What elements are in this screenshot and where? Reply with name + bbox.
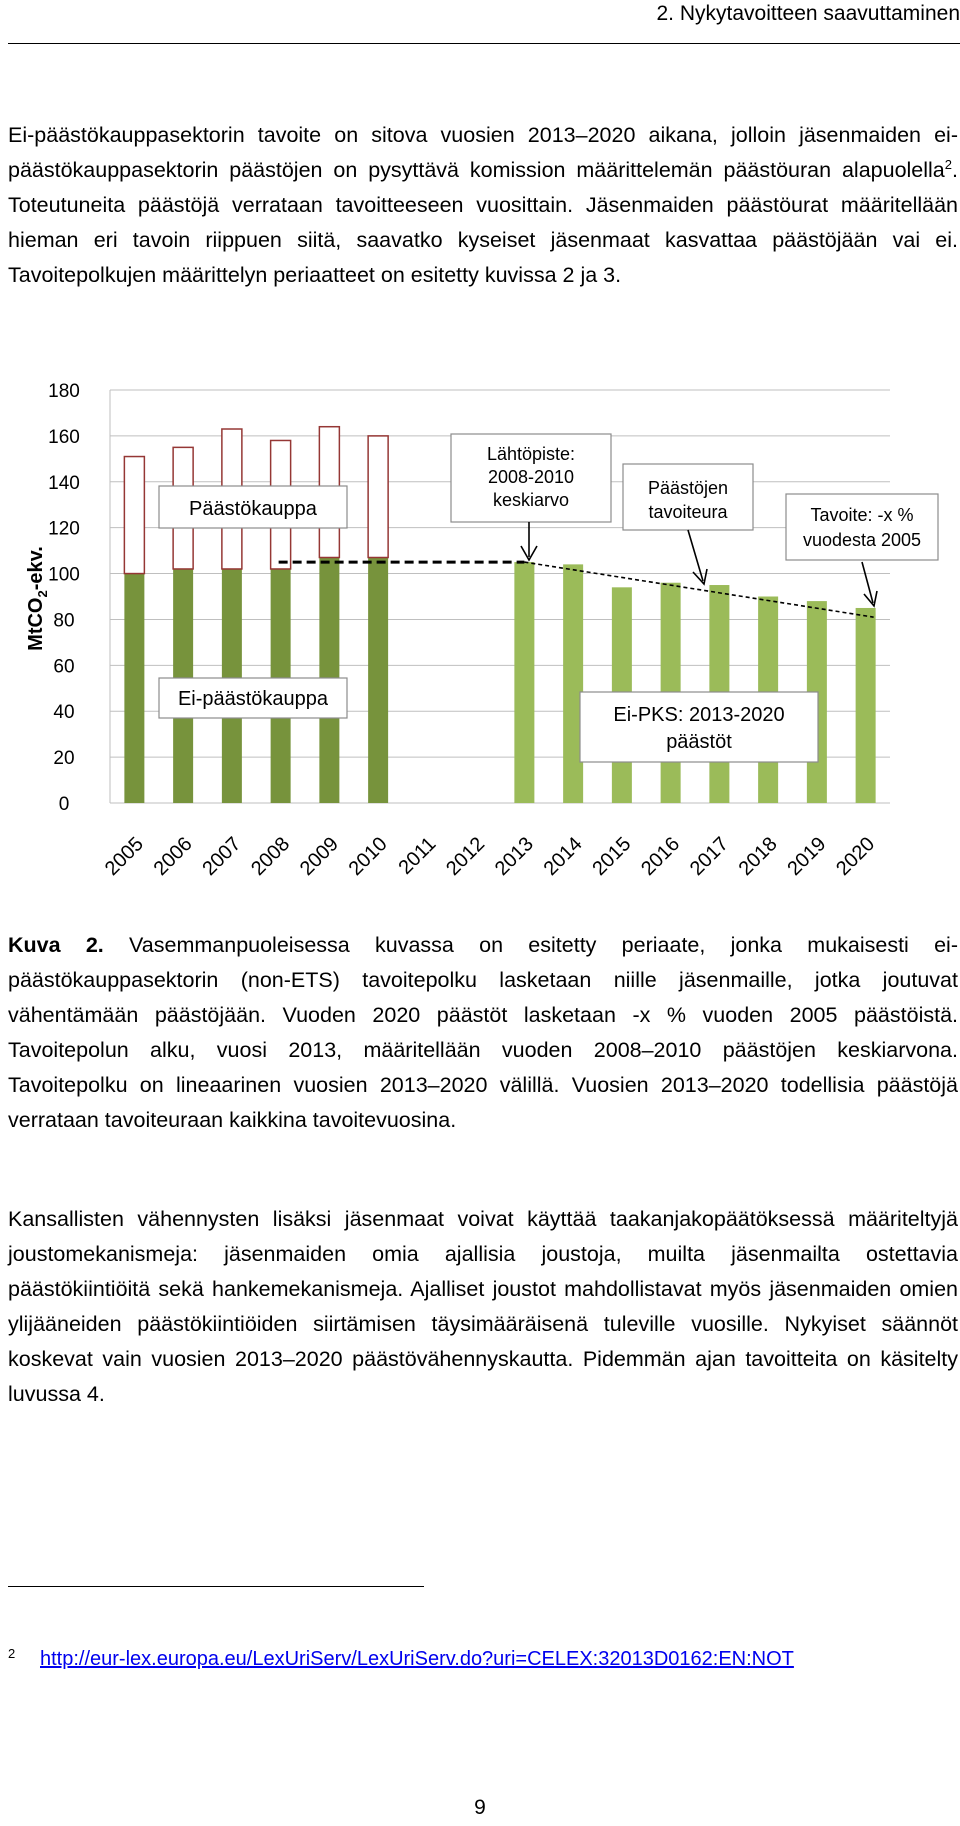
x-tick-label: 2007 bbox=[198, 832, 246, 881]
y-tick-label: 100 bbox=[48, 564, 80, 586]
y-tick-label: 140 bbox=[48, 472, 80, 494]
x-tick-label: 2016 bbox=[637, 832, 685, 881]
y-axis-label bbox=[25, 546, 50, 651]
annotation-eipks-2: päästöt bbox=[666, 731, 732, 753]
annotation-lahtopiste-2: 2008-2010 bbox=[487, 467, 575, 487]
y-tick-label: 0 bbox=[58, 794, 70, 815]
header-title: 2. Nykytavoitteen saavuttaminen bbox=[656, 2, 960, 25]
annotation-eipks-1: Ei-PKS: 2013-2020 bbox=[613, 704, 785, 726]
x-tick-label: 2020 bbox=[832, 832, 880, 881]
paragraph-1 bbox=[8, 118, 958, 293]
y-tick-label: 120 bbox=[48, 518, 80, 540]
page-number: 9 bbox=[474, 1796, 486, 1819]
header-rule bbox=[8, 43, 960, 44]
y-axis-label-sub: 2 bbox=[35, 590, 50, 598]
paragraph-1-text: Ei-päästökauppasektorin tavoite on sitova vuosien 2013–2020 aikana, jolloin jäsenmaiden ei-päästökauppasektorin päästöjen on pysyttävä komission määrittelemän päästöuran alapuolella bbox=[8, 123, 958, 182]
x-tick-label: 2015 bbox=[588, 832, 636, 881]
bar-ei-pks-2013-2020 bbox=[514, 562, 534, 803]
x-tick-label: 2005 bbox=[100, 832, 148, 881]
annotation-tavoiteura-1: Päästöjen bbox=[647, 478, 729, 498]
bar-paastokauppa bbox=[368, 436, 388, 558]
x-tick-label: 2009 bbox=[295, 832, 343, 881]
bar-paastokauppa bbox=[124, 457, 144, 574]
caption-label: Kuva 2. bbox=[8, 933, 104, 957]
bar-ei-pks-2013-2020 bbox=[856, 608, 876, 803]
x-tick-label: 2014 bbox=[539, 832, 587, 881]
footnote-mark: 2 bbox=[8, 1646, 16, 1661]
annotation-paastokauppa: Päästökauppa bbox=[189, 498, 317, 520]
paragraph-1-text-cont: . Toteutuneita päästöjä verrataan tavoitteeseen vuosittain. Jäsenmaiden päästöurat määritellään hieman eri tavoin riippuen siitä, saavatko kyseiset jäsenmaat kasvattaa päästöjään vai ei. Tavoitepolkujen määrittelyn periaatteet on esitetty kuvissa 2 ja 3. bbox=[8, 158, 958, 287]
y-tick-label: 180 bbox=[48, 381, 80, 402]
annotation-tavoite-2: vuodesta 2005 bbox=[802, 530, 922, 550]
annotation-tavoiteura-2: tavoiteura bbox=[648, 502, 728, 522]
bar-ei-paastokauppa bbox=[124, 574, 144, 803]
x-tick-label: 2012 bbox=[442, 832, 490, 881]
y-tick-label: 160 bbox=[48, 426, 80, 448]
y-axis-label-rest: -ekv. bbox=[25, 546, 47, 591]
y-tick-label: 40 bbox=[53, 702, 75, 724]
y-tick-label: 60 bbox=[53, 656, 75, 678]
annotation-ei-paastokauppa: Ei-päästökauppa bbox=[177, 688, 329, 710]
annotation-lahtopiste-1: Lähtöpiste: bbox=[486, 444, 576, 464]
x-tick-label: 2017 bbox=[685, 832, 733, 881]
annotation-lahtopiste-3: keskiarvo bbox=[492, 490, 570, 510]
x-tick-label: 2010 bbox=[344, 832, 392, 881]
footnote-link[interactable]: http://eur-lex.europa.eu/LexUriServ/LexUriServ.do?uri=CELEX:32013D0162:EN:NOT bbox=[40, 1648, 794, 1670]
x-tick-label: 2013 bbox=[490, 832, 538, 881]
y-axis-label-main: MtCO bbox=[25, 597, 47, 651]
footnote-rule bbox=[8, 1586, 424, 1587]
x-tick-label: 2008 bbox=[247, 832, 295, 881]
x-tick-label: 2006 bbox=[149, 832, 197, 881]
annotation-box-tavoite bbox=[786, 494, 938, 560]
annotation-tavoite-1: Tavoite: -x % bbox=[810, 505, 914, 525]
x-tick-label: 2011 bbox=[394, 832, 441, 879]
emissions-chart bbox=[0, 370, 960, 890]
arrow-tavoite bbox=[862, 562, 873, 603]
bar-ei-paastokauppa bbox=[368, 557, 388, 803]
x-tick-labels bbox=[101, 833, 879, 880]
footnote-ref[interactable]: 2 bbox=[944, 156, 953, 172]
x-tick-label: 2019 bbox=[783, 832, 831, 881]
y-tick-labels bbox=[48, 381, 80, 815]
figure-caption bbox=[8, 928, 958, 1138]
x-tick-label: 2018 bbox=[734, 832, 782, 881]
y-tick-label: 80 bbox=[53, 610, 75, 632]
y-tick-label: 20 bbox=[53, 748, 75, 770]
caption-text: Vasemmanpuoleisessa kuvassa on esitetty periaate, jonka mukaisesti ei-päästökauppasektorin (non-ETS) tavoitepolku lasketaan niille jäsenmaille, jotka joutuvat vähentämään päästöjään. Vuoden 2020 päästöt lasketaan -x % vuoden 2005 päästöistä. Tavoitepolun alku, vuosi 2013, määritellään vuoden 2008–2010 päästöjen keskiarvona. Tavoitepolku on lineaarinen vuosien 2013–2020 välillä. Vuosien 2013–2020 todellisia päästöjä verrataan tavoiteuraan kaikkina tavoitevuosina. bbox=[8, 933, 958, 1132]
bar-ei-pks-2013-2020 bbox=[563, 564, 583, 803]
paragraph-2: Kansallisten vähennysten lisäksi jäsenmaat voivat käyttää taakanjakopäätöksessä määriteltyjä joustomekanismeja: jäsenmaiden omia ajallisia joustoja, muilta jäsenmailta ostettavia päästökiintiöitä sekä hankemekanismeja. Ajalliset joustot mahdollistavat myös jäsenmaiden omien ylijääneiden päästökiintiöiden siirtämisen täysimääräisenä tuleville vuosille. Nykyiset säännöt koskevat vain vuosien 2013–2020 päästövähennyskautta. Pidemmän ajan tavoitteita on käsitelty luvussa 4. bbox=[8, 1207, 958, 1406]
